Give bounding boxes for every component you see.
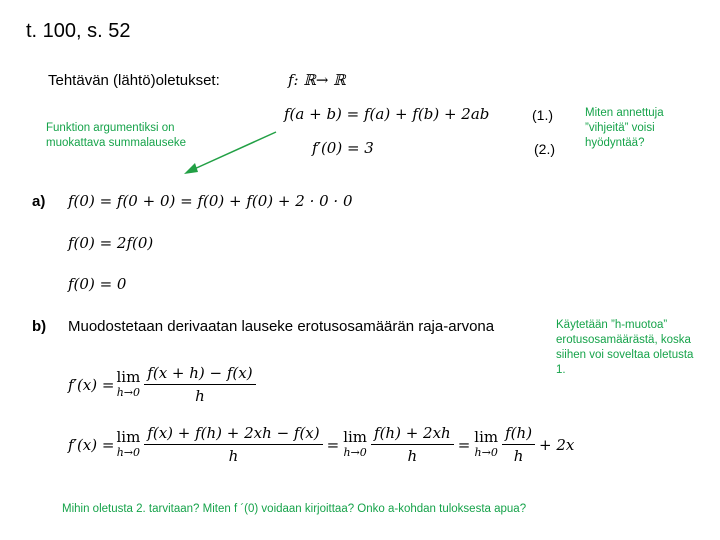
derivative-definition xyxy=(68,364,258,405)
part-a-line2: f(0) = 2f(0) xyxy=(68,234,154,252)
note-bottom-questions: Mihin oletusta 2. tarvitaan? Miten f ´(0) voidaan kirjoittaa? Onko a-kohdan tuloksesta apua? xyxy=(62,503,527,515)
page-title: t. 100, s. 52 xyxy=(26,20,131,42)
fraction-2: $\frac{f(x) + f(h) + 2xh - f(x)}{h}$ xyxy=(144,424,322,465)
note-hints: Miten annettuja ”vihjeitä” voisi hyödyntää? xyxy=(585,107,664,149)
part-a-line1: f(0) = f(0 + 0) = f(0) + f(0) + 2 · 0 · 0 xyxy=(68,192,353,210)
assumption-eq2-number: (2.) xyxy=(534,141,555,157)
assumption-eq1: f(a + b) = f(a) + f(b) + 2ab xyxy=(284,105,490,123)
limit-4: lim h→0 xyxy=(474,427,499,459)
fraction-3: $\frac{f(h) + 2xh}{h}$ xyxy=(371,424,454,465)
limit-3: lim h→0 xyxy=(343,427,368,459)
assumptions-label: Tehtävän (lähtö)oletukset: xyxy=(48,72,220,89)
assumption-eq2: f′(0) = 3 xyxy=(312,139,374,157)
assumption-eq1-number: (1.) xyxy=(532,107,553,123)
limit-1: lim h→0 xyxy=(116,367,141,399)
note-h-form: Käytetään ”h-muotoa” erotusosamäärästä, koska siihen voi soveltaa oletusta 1. xyxy=(556,319,694,376)
part-a-line3: f(0) = 0 xyxy=(68,275,127,293)
part-b-text: Muodostetaan derivaatan lauseke erotusosamäärän raja-arvona xyxy=(68,318,495,335)
derivative-lhs: f′(x) = xyxy=(68,375,115,394)
limit-2: lim h→0 xyxy=(116,427,141,459)
part-a-label: a) xyxy=(32,193,46,210)
fraction-4: $\frac{f(h)}{h}$ xyxy=(502,424,535,465)
function-mapping: f: ℝ→ ℝ xyxy=(288,71,346,89)
part-b-label: b) xyxy=(32,318,47,335)
derivative-expansion: f′(x) = lim h→0 $\frac{f(x) + f(h) + 2xh - f(x)}{h}$ = lim h→0 $\frac{f(h) + 2xh}{h}$ = lim h→0 $\frac{f(h)}{h}$ + 2x xyxy=(68,424,575,465)
note-argument-sum: Funktion argumentiksi on muokattava summalauseke xyxy=(46,122,186,149)
fraction-1: $\frac{f(x + h) - f(x)}{h}$ xyxy=(144,364,255,405)
derivative-lhs-2: f′(x) = xyxy=(68,435,115,454)
